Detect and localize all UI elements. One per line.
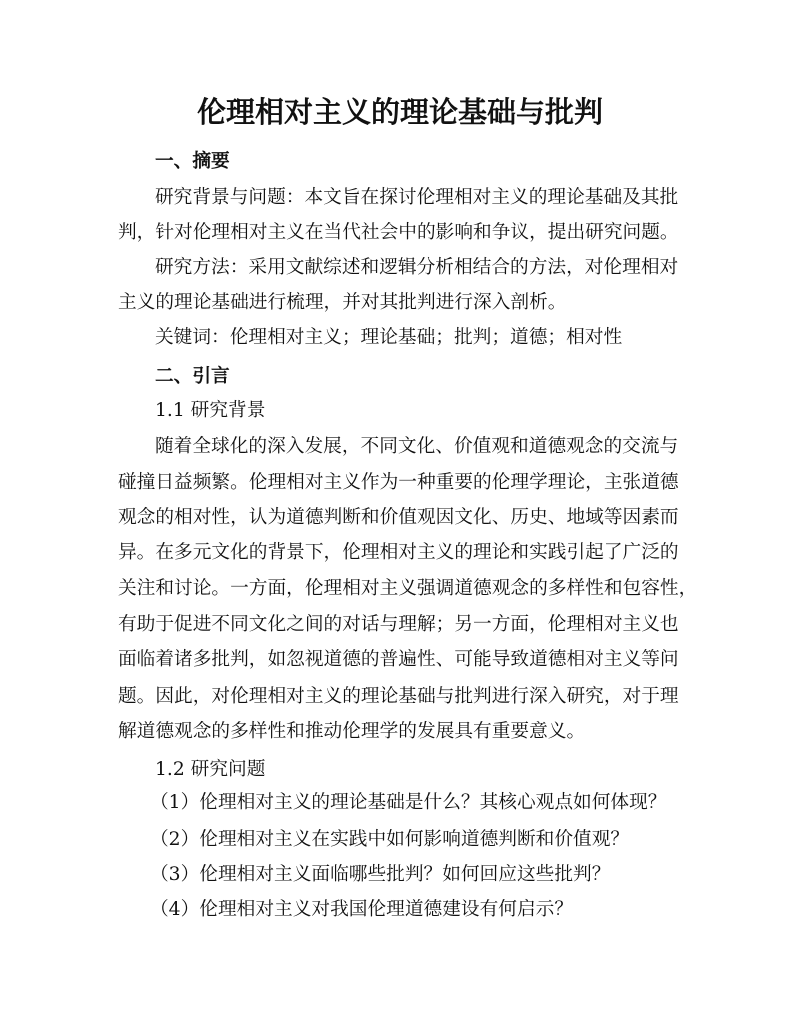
question-item: （1）伦理相对主义的理论基础是什么？其核心观点如何体现？ [150,792,667,813]
paragraph-line: 主义的理论基础进行梳理，并对其批判进行深入剖析。 [118,292,567,313]
question-item: （4）伦理相对主义对我国伦理道德建设有何启示？ [150,899,574,920]
paragraph-line: 异。在多元文化的背景下，伦理相对主义的理论和实践引起了广泛的 [118,542,679,563]
paragraph-line: 随着全球化的深入发展，不同文化、价值观和道德观念的交流与 [155,436,679,457]
paragraph-line: 研究方法：采用文献综述和逻辑分析相结合的方法，对伦理相对 [155,257,679,278]
paragraph-line: 碰撞日益频繁。伦理相对主义作为一种重要的伦理学理论，主张道德 [118,472,679,493]
paragraph-line: 判，针对伦理相对主义在当代社会中的影响和争议，提出研究问题。 [118,222,679,243]
question-item: （3）伦理相对主义面临哪些批判？如何回应这些批判？ [150,864,611,885]
paragraph-line: 解道德观念的多样性和推动伦理学的发展具有重要意义。 [118,721,586,742]
subsection-heading: 1.2 研究问题 [155,759,266,780]
paragraph-line: 研究背景与问题：本文旨在探讨伦理相对主义的理论基础及其批 [155,187,679,208]
keywords: 关键词：伦理相对主义；理论基础；批判；道德；相对性 [155,327,623,348]
paragraph-line: 关注和讨论。一方面，伦理相对主义强调道德观念的多样性和包容性， [118,578,698,599]
section-heading-intro: 二、引言 [155,366,230,387]
question-item: （2）伦理相对主义在实践中如何影响道德判断和价值观？ [150,829,630,850]
paragraph-line: 面临着诸多批判，如忽视道德的普遍性、可能导致道德相对主义等问 [118,649,679,670]
paragraph-line: 有助于促进不同文化之间的对话与理解；另一方面，伦理相对主义也 [118,614,679,635]
subsection-heading: 1.1 研究背景 [155,400,266,421]
paragraph-line: 题。因此，对伦理相对主义的理论基础与批判进行深入研究，对于理 [118,686,679,707]
section-heading-abstract: 一、摘要 [155,151,230,172]
document-title: 伦理相对主义的理论基础与批判 [196,95,603,129]
paragraph-line: 观念的相对性，认为道德判断和价值观因文化、历史、地域等因素而 [118,507,679,528]
